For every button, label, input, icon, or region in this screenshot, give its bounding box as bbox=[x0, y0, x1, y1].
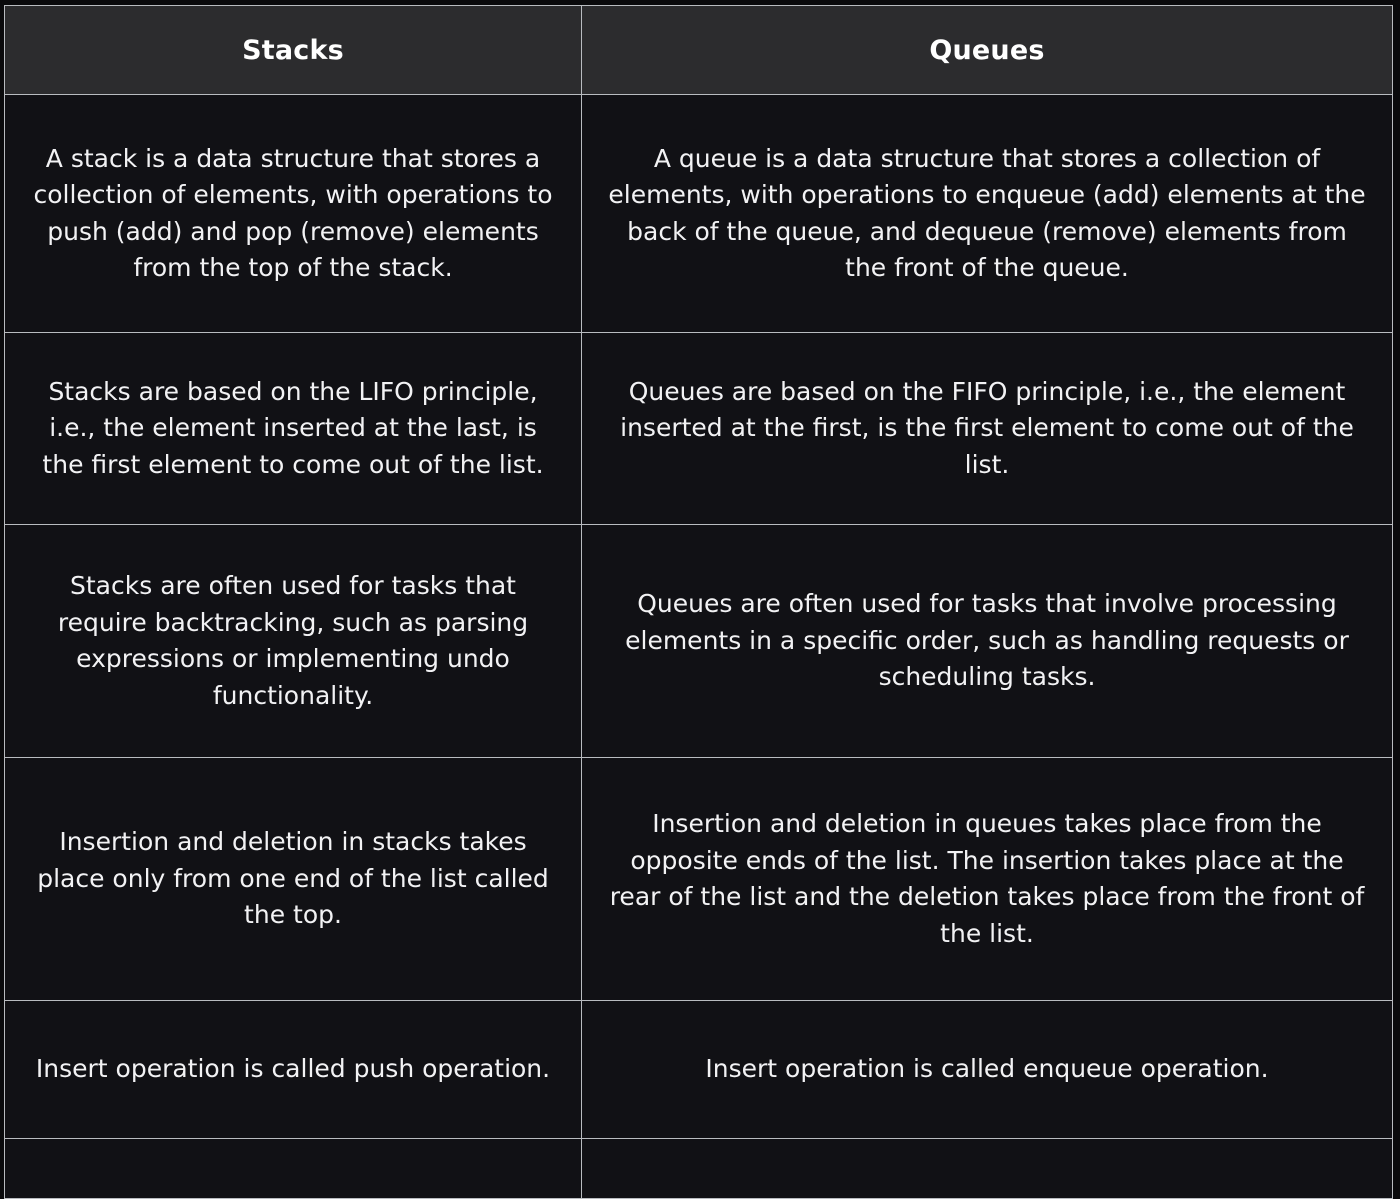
cell-stacks: A stack is a data structure that stores a collection of elements, with operations to push (add) and pop (remove) elements from the top of the stack. bbox=[5, 95, 582, 333]
cell-queues: Insertion and deletion in queues takes place from the opposite ends of the list. The insertion takes place at the rear of the list and the deletion takes place from the front of the list. bbox=[582, 758, 1393, 1001]
stacks-vs-queues-table bbox=[4, 5, 1393, 1199]
column-header-queues: Queues bbox=[582, 6, 1393, 95]
cell-stacks bbox=[5, 1139, 582, 1199]
header-row bbox=[5, 6, 1393, 95]
table-row bbox=[5, 525, 1393, 758]
cell-queues bbox=[582, 1139, 1393, 1199]
table-row bbox=[5, 95, 1393, 333]
cell-stacks: Insert operation is called push operation. bbox=[5, 1001, 582, 1139]
table-row bbox=[5, 333, 1393, 525]
table-row bbox=[5, 1001, 1393, 1139]
cell-queues: Insert operation is called enqueue operation. bbox=[582, 1001, 1393, 1139]
cell-queues: A queue is a data structure that stores a collection of elements, with operations to enqueue (add) elements at the back of the queue, and dequeue (remove) elements from the front of the queue. bbox=[582, 95, 1393, 333]
table-row-partial bbox=[5, 1139, 1393, 1199]
cell-stacks: Stacks are based on the LIFO principle, i.e., the element inserted at the last, is the first element to come out of the list. bbox=[5, 333, 582, 525]
cell-queues: Queues are often used for tasks that involve processing elements in a specific order, such as handling requests or scheduling tasks. bbox=[582, 525, 1393, 758]
table-header bbox=[5, 6, 1393, 95]
cell-queues: Queues are based on the FIFO principle, i.e., the element inserted at the first, is the first element to come out of the list. bbox=[582, 333, 1393, 525]
column-header-stacks: Stacks bbox=[5, 6, 582, 95]
table-body bbox=[5, 95, 1393, 1199]
table-row bbox=[5, 758, 1393, 1001]
cell-stacks: Stacks are often used for tasks that require backtracking, such as parsing expressions or implementing undo functionality. bbox=[5, 525, 582, 758]
cell-stacks: Insertion and deletion in stacks takes place only from one end of the list called the top. bbox=[5, 758, 582, 1001]
